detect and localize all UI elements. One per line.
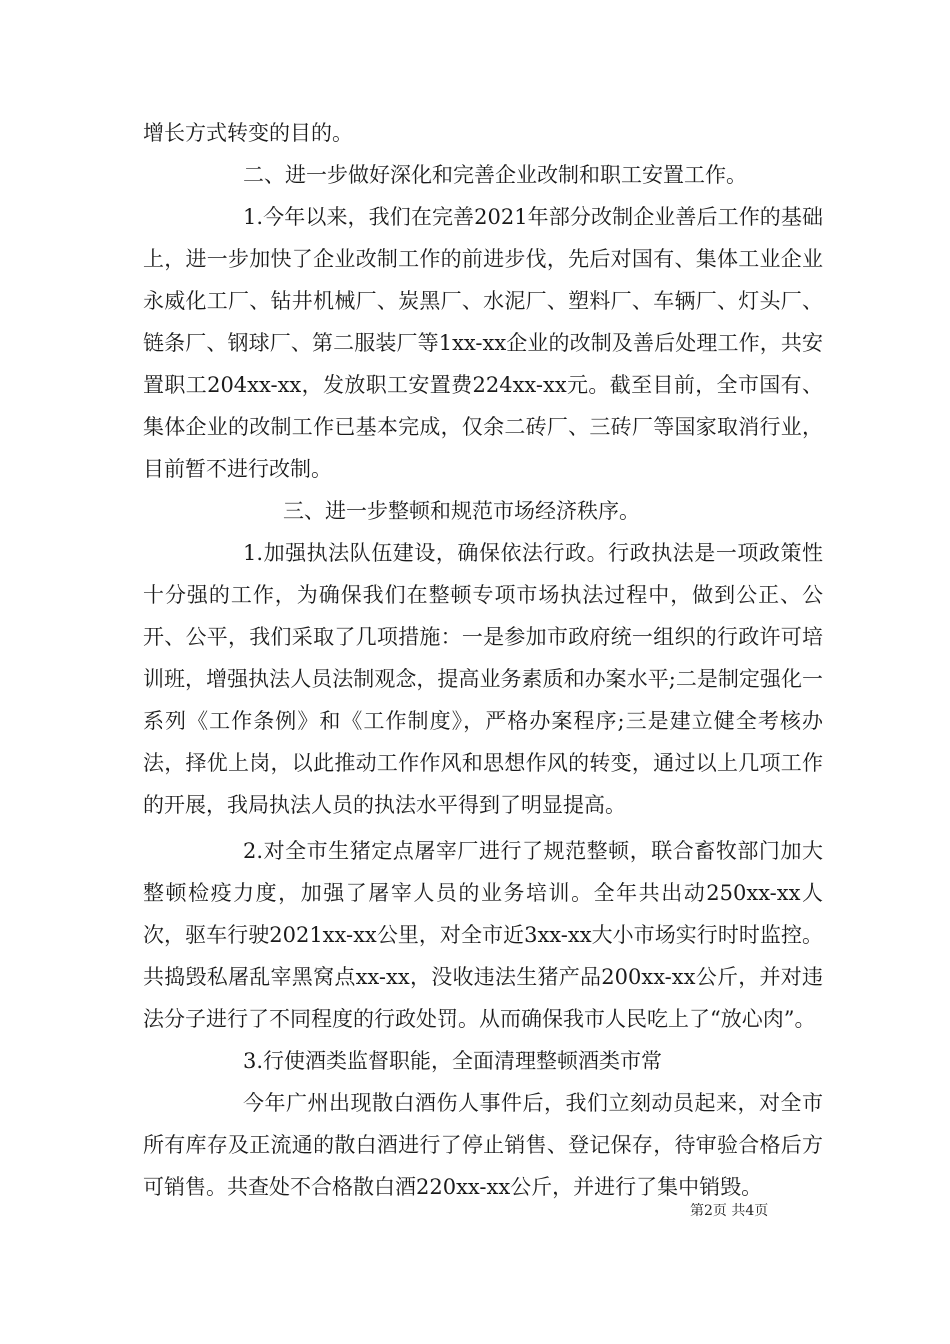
document-body bbox=[143, 112, 823, 1208]
paragraph-enterprise-reform: 1.今年以来，我们在完善2021年部分改制企业善后工作的基础上，进一步加快了企业改制工作的前进步伐，先后对国有、集体工业企业永威化工厂、钻井机械厂、炭黑厂、水泥厂、塑料厂、车辆厂、灯头厂、链条厂、钢球厂、第二服装厂等1xx-xx企业的改制及善后处理工作，共安置职工204xx-xx，发放职工安置费224xx-xx元。截至目前，全市国有、集体企业的改制工作已基本完成，仅余二砖厂、三砖厂等国家取消行业，目前暂不进行改制。 bbox=[143, 205, 823, 481]
page-number-footer: 第2页 共4页 bbox=[690, 1203, 769, 1219]
section-heading-two: 二、进一步做好深化和完善企业改制和职工安置工作。 bbox=[243, 163, 747, 187]
paragraph-slaughterhouse: 2.对全市生猪定点屠宰厂进行了规范整顿，联合畜牧部门加大整顿检疫力度，加强了屠宰人员的业务培训。全年共出动250xx-xx人次，驱车行驶2021xx-xx公里，对全市近3xx-xx大小市场实行时时监控。共捣毁私屠乱宰黑窝点xx-xx，没收违法生猪产品200xx-xx公斤，并对违法分子进行了不同程度的行政处罚。从而确保我市人民吃上了“放心肉”。 bbox=[143, 839, 823, 1031]
paragraph-law-enforcement: 1.加强执法队伍建设，确保依法行政。行政执法是一项政策性十分强的工作，为确保我们在整顿专项市场执法过程中，做到公正、公开、公平，我们采取了几项措施：一是参加市政府统一组织的行政许可培训班，增强执法人员法制观念，提高业务素质和办案水平;二是制定强化一系列《工作条例》和《工作制度》，严格办案程序;三是建立健全考核办法，择优上岗，以此推动工作作风和思想作风的转变，通过以上几项工作的开展，我局执法人员的执法水平得到了明显提高。 bbox=[143, 541, 823, 817]
section-heading-three: 三、进一步整顿和规范市场经济秩序。 bbox=[283, 499, 640, 523]
paragraph-continuation: 增长方式转变的目的。 bbox=[143, 121, 353, 145]
paragraph-liquor-inspection: 今年广州出现散白酒伤人事件后，我们立刻动员起来，对全市所有库存及正流通的散白酒进行了停止销售、登记保存，待审验合格后方可销售。共查处不合格散白酒220xx-xx公斤，并进行了集中销毁。 bbox=[143, 1091, 823, 1199]
paragraph-liquor-heading: 3.行使酒类监督职能，全面清理整顿酒类市常 bbox=[243, 1049, 663, 1073]
